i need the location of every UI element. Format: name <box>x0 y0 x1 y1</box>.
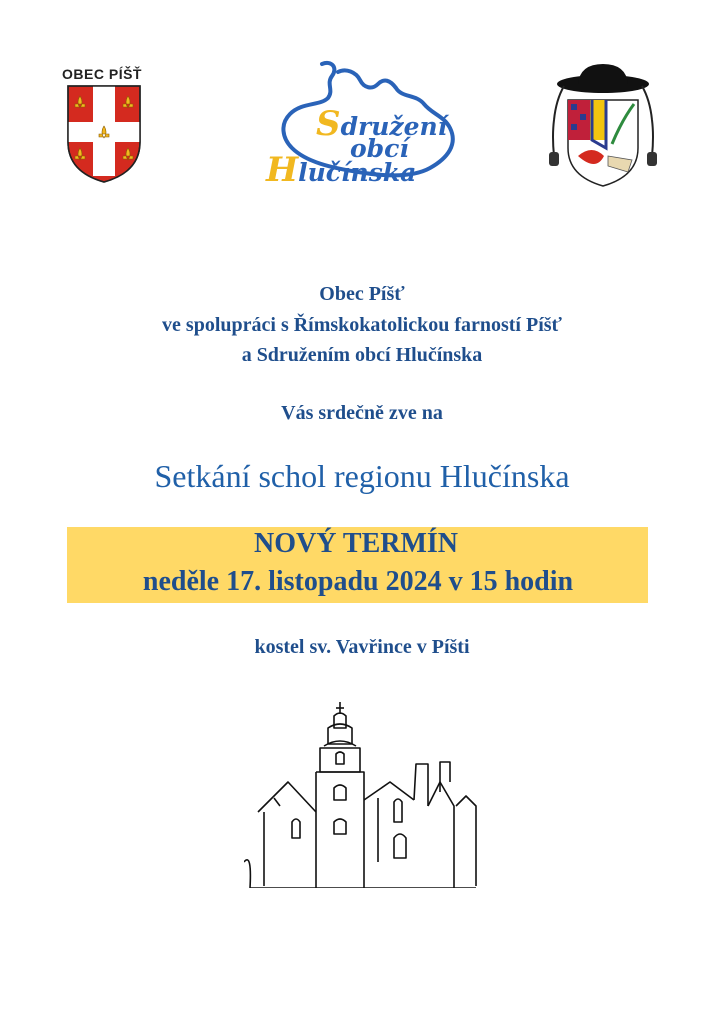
association-logo-text-1: Sdružení <box>316 104 448 144</box>
association-logo-text-3: Hlučínska <box>266 150 417 190</box>
municipality-label: OBEC PÍŠŤ <box>62 66 142 82</box>
invitation-line-2: ve spolupráci s Římskokatolickou farností Píšť <box>162 314 562 336</box>
church-illustration <box>244 702 480 888</box>
new-date-notice: NOVÝ TERMÍN <box>253 528 459 559</box>
invitation-line-3: a Sdružením obcí Hlučínska <box>241 344 483 366</box>
parish-coat-of-arms <box>548 60 658 192</box>
invitation-line-1: Obec Píšť <box>319 283 405 305</box>
event-venue: kostel sv. Vavřince v Píšti <box>254 636 470 658</box>
municipality-coat-of-arms <box>64 84 144 184</box>
event-datetime: neděle 17. listopadu 2024 v 15 hodin <box>142 566 574 597</box>
invitation-line-4: Vás srdečně zve na <box>281 402 443 424</box>
event-title: Setkání schol regionu Hlučínska <box>154 458 570 494</box>
association-logo-text-2: obcí <box>350 134 409 163</box>
